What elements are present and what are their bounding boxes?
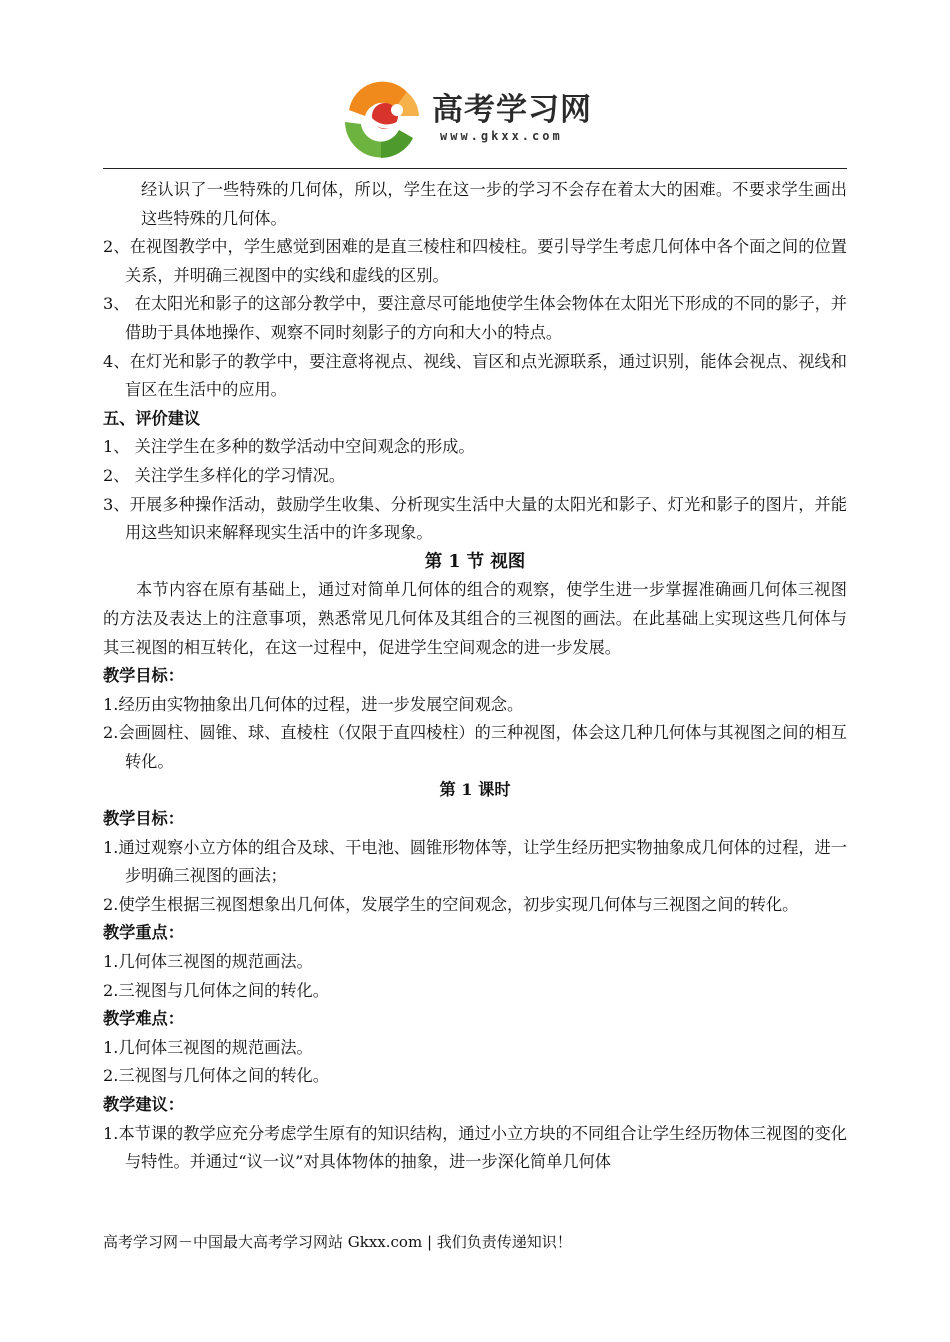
list-item: 1、 关注学生在多种的数学活动中空间观念的形成。 [103, 437, 475, 457]
gkxx-logo-icon [335, 72, 427, 164]
lesson-title: 第 1 课时 [439, 780, 511, 800]
heading-focus: 教学重点： [103, 923, 184, 943]
brand-title: 高考学习网 [432, 92, 592, 128]
list-item: 2.三视图与几何体之间的转化。 [103, 980, 329, 1000]
list-item: 1.经历由实物抽象出几何体的过程，进一步发展空间观念。 [103, 694, 524, 714]
list-item: 2、 关注学生多样化的学习情况。 [103, 465, 346, 485]
heading-evaluation: 五、评价建议 [103, 408, 201, 428]
section-intro: 本节内容在原有基础上，通过对简单几何体的组合的观察，使学生进一步掌握准确画几何体三视图的方法及表达上的注意事项，熟悉常见几何体及其组合的三视图的画法。在此基础上实现这些几何体与其三视图的相互转化，在这一过程中，促进学生空间观念的进一步发展。 [103, 580, 847, 657]
page-footer: 高考学习网－中国最大高考学习网站 Gkxx.com | 我们负责传递知识！ [103, 1233, 572, 1251]
section-title: 第 1 节 视图 [424, 551, 526, 572]
list-item: 1.本节课的教学应充分考虑学生原有的知识结构，通过小立方块的不同组合让学生经历物体三视图的变化与特性。并通过“议一议”对具体物体的抽象，进一步深化简单几何体 [103, 1123, 847, 1172]
list-item: 2.三视图与几何体之间的转化。 [103, 1066, 329, 1086]
list-item: 2、在视图教学中，学生感觉到困难的是直三棱柱和四棱柱。要引导学生考虑几何体中各个面之间的位置关系，并明确三视图中的实线和虚线的区别。 [103, 237, 847, 285]
heading-goals-lesson: 教学目标： [103, 809, 184, 829]
list-item: 1.几何体三视图的规范画法。 [103, 952, 313, 972]
list-item: 1.通过观察小立方体的组合及球、干电池、圆锥形物体等，让学生经历把实物抽象成几何体的过程，进一步明确三视图的画法； [103, 837, 847, 886]
document-body [103, 176, 847, 1177]
list-item: 3、开展多种操作活动，鼓励学生收集、分析现实生活中大量的太阳光和影子、灯光和影子的图片，并能用这些知识来解释现实生活中的许多现象。 [103, 494, 847, 543]
heading-goals: 教学目标： [103, 666, 184, 686]
list-item: 1.几何体三视图的规范画法。 [103, 1037, 313, 1057]
list-item: 4、在灯光和影子的教学中，要注意将视点、视线、盲区和点光源联系，通过识别，能体会视点、视线和盲区在生活中的应用。 [103, 351, 847, 400]
list-item: 3、 在太阳光和影子的这部分教学中，要注意尽可能地使学生体会物体在太阳光下形成的不同的影子，并借助于具体地操作、观察不同时刻影子的方向和大小的特点。 [103, 294, 847, 342]
continued-paragraph: 经认识了一些特殊的几何体，所以，学生在这一步的学习不会存在着太大的困难。不要求学生画出这些特殊的几何体。 [141, 180, 847, 228]
list-item: 2.会画圆柱、圆锥、球、直棱柱（仅限于直四棱柱）的三种视图，体会这几种几何体与其视图之间的相互转化。 [103, 723, 847, 771]
heading-suggestions: 教学建议： [103, 1095, 184, 1114]
brand-url: www.gkxx.com [440, 129, 563, 143]
list-item: 2.使学生根据三视图想象出几何体，发展学生的空间观念，初步实现几何体与三视图之间的转化。 [103, 894, 799, 914]
header-rule [103, 168, 847, 169]
heading-difficulty: 教学难点： [103, 1009, 184, 1029]
page-header [0, 0, 950, 170]
